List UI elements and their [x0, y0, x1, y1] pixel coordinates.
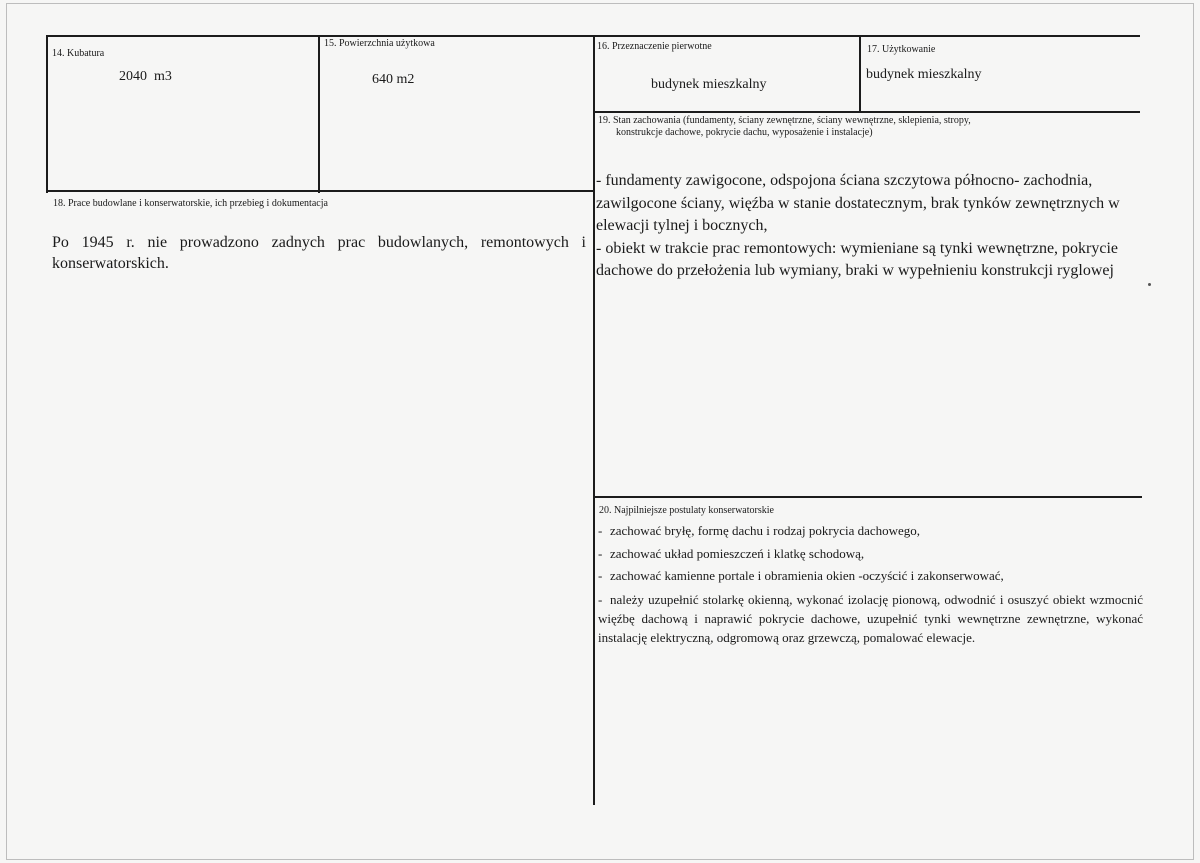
list-item: - zachować bryłę, formę dachu i rodzaj pokrycia dachowego, [598, 523, 921, 538]
divider-17-19 [593, 111, 1140, 113]
left-border-line [46, 35, 48, 193]
field19-label [598, 115, 1028, 139]
divider-14-15 [318, 35, 320, 193]
field19-line: - fundamenty zawigocone, odspojona ściana szczytowa północno- zachodnia, [596, 172, 1093, 189]
list-item-text: zachować układ pomieszczeń i klatkę schodową, [610, 545, 865, 561]
field18-text: Po 1945 r. nie prowadzono zadnych prac budowlanych, remontowych i konserwatorskich. [52, 234, 586, 272]
scan-speck [1148, 283, 1151, 286]
list-item: - zachować układ pomieszczeń i klatkę schodową, [598, 545, 865, 561]
divider-16-17 [859, 35, 861, 113]
field16-value: budynek mieszkalny [651, 77, 767, 92]
field17-label: 17. Użytkowanie [867, 44, 936, 55]
field19-label-line2: konstrukcje dachowe, pokrycie dachu, wyposażenie i instalacje) [616, 127, 873, 138]
field17-value: budynek mieszkalny [866, 67, 982, 82]
field15-value: 640 m2 [372, 72, 415, 87]
field14-label: 14. Kubatura [52, 48, 105, 59]
field20-list [598, 522, 1143, 652]
field19-label-line1: 19. Stan zachowania (fundamenty, ściany zewnętrzne, ściany wewnętrzne, sklepienia, stropy, [598, 115, 971, 126]
field19-line: - obiekt w trakcie prac remontowych: wymieniane są tynki wewnętrzne, pokrycie [596, 239, 1119, 257]
divider-19-20 [593, 496, 1142, 498]
list-item-text: należy uzupełnić stolarkę okienną, wykonać izolację pionową, odwodnić i osuszyć obiekt wzmocnić więźbę dachową i naprawić pokrycie dachowe, uzupełnić tynki wewnętrzne zewnętrzne, wykonać instalację elektryczną, odgromową oraz grzewczą, pomalować elewacje. [598, 591, 1143, 645]
field15-label: 15. Powierzchnia użytkowa [324, 38, 435, 49]
field16-label: 16. Przeznaczenie pierwotne [597, 41, 712, 52]
field18-label: 18. Prace budowlane i konserwatorskie, ich przebieg i dokumentacja [53, 198, 328, 209]
field19-line: zawilgocone ściany, więźba w stanie dostatecznym, brak tynków zewnętrznych w [596, 194, 1120, 212]
list-item: - zachować kamienne portale i obramienia okien -oczyścić i zakonserwować, [598, 568, 1004, 583]
field19-line: elewacji tylnej i bocznych, [596, 217, 768, 234]
field19-line: dachowe do przełożenia lub wymiany, braki w wypełnieniu konstrukcji ryglowej [596, 262, 1114, 279]
list-item-text: zachować kamienne portale i obramienia okien -oczyścić i zakonserwować, [610, 568, 1004, 583]
list-item-text: zachować bryłę, formę dachu i rodzaj pokrycia dachowego, [610, 523, 921, 538]
center-divider-line [593, 35, 595, 805]
field19-text [596, 170, 1141, 280]
divider-row-18 [46, 190, 594, 192]
field20-label: 20. Najpilniejsze postulaty konserwatorskie [599, 505, 774, 516]
field14-value: 2040 m3 [119, 69, 172, 84]
list-item: - należy uzupełnić stolarkę okienną, wykonać izolację pionową, odwodnić i osuszyć obiekt wzmocnić więźbę dachową i naprawić pokrycie dachowe, uzupełnić tynki wewnętrzne zewnętrzne, wykonać instalację elektryczną, odgromową oraz grzewczą, pomalować elewacje. [598, 591, 1143, 645]
